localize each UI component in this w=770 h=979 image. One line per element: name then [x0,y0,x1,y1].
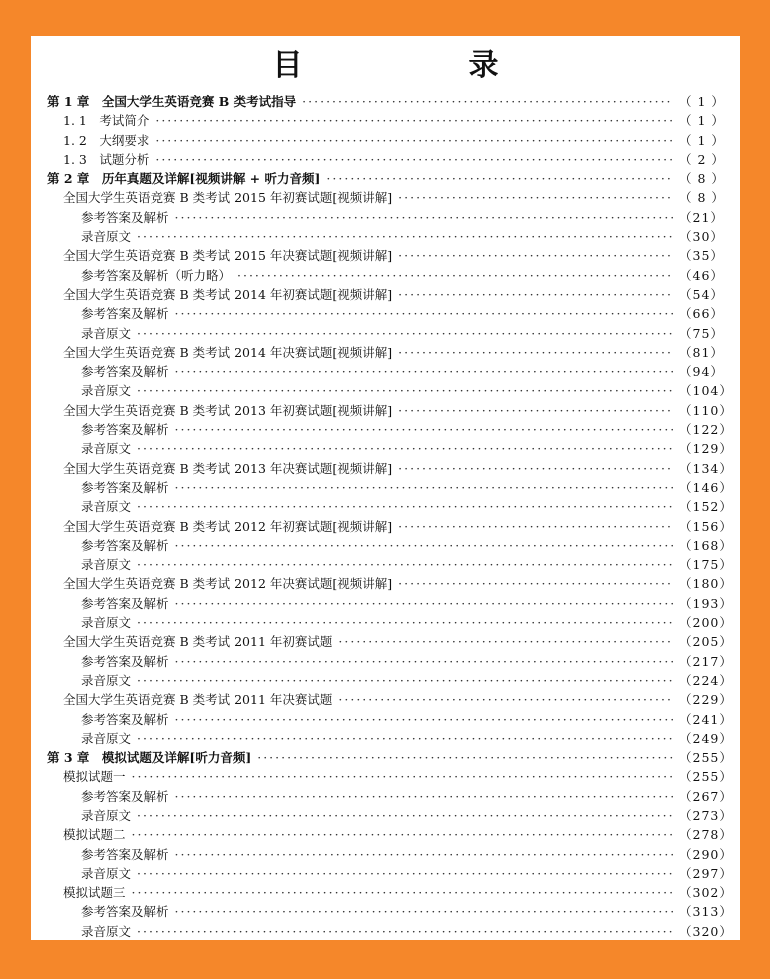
dot-leader [137,324,673,343]
dot-leader [175,652,673,671]
toc-entry-label: 全国大学生英语竞赛 B 类考试 2013 年决赛试题[视频讲解] [63,460,393,476]
toc-page-number: （134） [679,460,733,476]
dot-leader [398,188,673,207]
toc-entry-label: 全国大学生英语竞赛 B 类考试 2015 年决赛试题[视频讲解] [63,248,393,264]
toc-entry[interactable] [47,902,733,921]
toc-page-number: （46） [679,267,724,283]
toc-page-number: （278） [679,827,733,843]
dot-leader [137,381,673,400]
toc-entry[interactable] [47,845,733,864]
toc-chapter-entry[interactable] [47,169,723,188]
toc-entry-label: 第 1 章 全国大学生英语竞赛 B 类考试指导 [47,94,297,109]
toc-page-number: （200） [679,615,733,631]
dot-leader [175,362,673,381]
dot-leader [155,150,673,169]
toc-entry[interactable] [47,266,723,285]
toc-entry[interactable] [47,825,733,844]
toc-entry-label: 模拟试题三 [63,885,126,901]
dot-leader [398,517,673,536]
toc-page-number: （81） [679,344,724,360]
toc-entry-label: 录音原文 [81,923,132,939]
toc-entry[interactable] [47,517,733,536]
dot-leader [175,710,673,729]
toc-page-number: （152） [679,499,733,515]
toc-entry-label: 参考答案及解析 [81,364,169,380]
toc-page-number: （129） [679,441,733,457]
dot-leader [398,401,673,420]
dot-leader [137,555,673,574]
toc-entry-label: 录音原文 [81,383,132,399]
toc-page-number: （193） [679,595,733,611]
dot-leader [302,92,673,111]
toc-page-number: （290） [679,846,733,862]
toc-entry-label: 1. 2 大纲要求 [63,132,150,148]
dot-leader [137,806,673,825]
dot-leader [175,304,673,323]
toc-page-number: （255） [679,750,733,766]
toc-entry[interactable] [47,381,733,400]
dot-leader [257,748,673,767]
toc-entry[interactable] [47,613,733,632]
dot-leader [155,131,673,150]
toc-page-number: （146） [679,479,733,495]
toc-entry-label: 全国大学生英语竞赛 B 类考试 2012 年决赛试题[视频讲解] [63,576,393,592]
toc-entry-label: 参考答案及解析 [81,209,169,225]
toc-entry-label: 录音原文 [81,229,132,245]
toc-entry-label: 1. 1 考试简介 [63,113,150,129]
toc-entry[interactable] [47,864,733,883]
dot-leader [137,729,673,748]
toc-page-number: （110） [679,402,733,418]
toc-entry[interactable] [47,922,733,940]
dot-leader [137,613,673,632]
toc-page-number: （ 8 ） [679,171,725,187]
toc-entry-label: 录音原文 [81,672,132,688]
toc-entry-label: 参考答案及解析 [81,537,169,553]
table-of-contents [47,92,733,940]
dot-leader [175,787,673,806]
dot-leader [137,227,673,246]
toc-entry[interactable] [47,632,733,651]
dot-leader [137,922,673,940]
toc-page-number: （180） [679,576,733,592]
toc-page-number: （94） [679,364,724,380]
dot-leader [155,111,673,130]
toc-entry[interactable] [47,555,733,574]
toc-page-number: （205） [679,634,733,650]
toc-entry[interactable] [47,652,733,671]
toc-page-number: （104） [679,383,733,399]
toc-page-number: （ 2 ） [679,151,725,167]
toc-entry-label: 录音原文 [81,557,132,573]
toc-entry-label: 模拟试题一 [63,769,126,785]
toc-entry[interactable] [47,594,733,613]
toc-page-number: （175） [679,557,733,573]
toc-page-number: （302） [679,885,733,901]
toc-page-number: （66） [679,306,724,322]
dot-leader [175,845,673,864]
toc-entry[interactable] [47,439,733,458]
toc-entry[interactable] [47,246,723,265]
dot-leader [175,478,673,497]
toc-entry[interactable] [47,362,723,381]
toc-page-number: （168） [679,537,733,553]
toc-entry-label: 参考答案及解析（听力略） [81,267,232,283]
dot-leader [175,902,673,921]
toc-chapter-entry[interactable] [47,748,733,767]
toc-entry[interactable] [47,131,723,150]
toc-entry-label: 全国大学生英语竞赛 B 类考试 2014 年初赛试题[视频讲解] [63,286,393,302]
toc-entry-label: 录音原文 [81,730,132,746]
toc-entry[interactable] [47,787,733,806]
toc-entry-label: 全国大学生英语竞赛 B 类考试 2013 年初赛试题[视频讲解] [63,402,393,418]
toc-entry-label: 录音原文 [81,807,132,823]
toc-chapter-entry[interactable] [47,92,723,111]
toc-entry[interactable] [47,420,733,439]
dot-leader [398,459,673,478]
dot-leader [132,883,673,902]
toc-page-number: （224） [679,672,733,688]
dot-leader [237,266,673,285]
dot-leader [175,594,673,613]
toc-page-number: （229） [679,692,733,708]
dot-leader [137,497,673,516]
toc-entry[interactable] [47,729,733,748]
dot-leader [398,343,673,362]
toc-entry-label: 第 2 章 历年真题及详解[视频讲解 + 听力音频] [47,171,321,187]
dot-leader [137,864,673,883]
toc-page-number: （122） [679,422,733,438]
toc-entry[interactable] [47,497,733,516]
toc-entry-label: 全国大学生英语竞赛 B 类考试 2014 年决赛试题[视频讲解] [63,344,393,360]
toc-entry-label: 参考答案及解析 [81,788,169,804]
toc-entry-label: 参考答案及解析 [81,711,169,727]
toc-page-number: （313） [679,904,733,920]
toc-entry-label: 参考答案及解析 [81,846,169,862]
toc-entry[interactable] [47,883,733,902]
toc-page-number: （75） [679,325,724,341]
toc-entry[interactable] [47,536,733,555]
toc-entry[interactable] [47,208,723,227]
dot-leader [398,285,673,304]
toc-entry[interactable] [47,459,733,478]
dot-leader [398,574,673,593]
toc-entry-label: 录音原文 [81,499,132,515]
toc-entry-label: 全国大学生英语竞赛 B 类考试 2011 年初赛试题 [63,634,333,650]
dot-leader [175,536,673,555]
document-page [31,36,740,940]
dot-leader [338,632,673,651]
dot-leader [175,420,673,439]
toc-entry-label: 参考答案及解析 [81,595,169,611]
toc-entry-label: 参考答案及解析 [81,479,169,495]
toc-entry[interactable] [47,690,733,709]
toc-entry[interactable] [47,150,723,169]
toc-page-number: （320） [679,923,733,939]
toc-page-number: （297） [679,865,733,881]
dot-leader [175,208,673,227]
dot-leader [326,169,673,188]
toc-entry-label: 录音原文 [81,441,132,457]
toc-page-number: （273） [679,807,733,823]
toc-page-number: （21） [679,209,724,225]
toc-entry-label: 参考答案及解析 [81,422,169,438]
toc-entry[interactable] [47,767,733,786]
dot-leader [137,439,673,458]
toc-entry-label: 参考答案及解析 [81,653,169,669]
toc-entry[interactable] [47,324,723,343]
toc-page-number: （241） [679,711,733,727]
toc-entry[interactable] [47,401,733,420]
page-title: 目 录 [272,48,567,83]
toc-page-number: （ 1 ） [679,94,725,109]
toc-page-number: （30） [679,229,724,245]
dot-leader [132,767,673,786]
toc-entry[interactable] [47,227,723,246]
toc-entry-label: 参考答案及解析 [81,904,169,920]
toc-entry[interactable] [47,806,733,825]
toc-entry-label: 全国大学生英语竞赛 B 类考试 2011 年决赛试题 [63,692,333,708]
toc-entry-label: 参考答案及解析 [81,306,169,322]
toc-page-number: （ 1 ） [679,113,725,129]
toc-entry-label: 第 3 章 模拟试题及详解[听力音频] [47,750,252,766]
toc-entry[interactable] [47,111,723,130]
toc-entry[interactable] [47,285,723,304]
toc-entry[interactable] [47,671,733,690]
toc-entry-label: 录音原文 [81,615,132,631]
toc-page-number: （ 8 ） [679,190,725,206]
toc-entry[interactable] [47,343,723,362]
toc-entry[interactable] [47,574,733,593]
toc-entry-label: 全国大学生英语竞赛 B 类考试 2015 年初赛试题[视频讲解] [63,190,393,206]
toc-page-number: （156） [679,518,733,534]
toc-page-number: （249） [679,730,733,746]
dot-leader [338,690,673,709]
dot-leader [132,825,673,844]
toc-entry[interactable] [47,304,723,323]
dot-leader [398,246,673,265]
toc-entry[interactable] [47,188,723,207]
toc-page-number: （ 1 ） [679,132,725,148]
toc-page-number: （54） [679,286,724,302]
toc-entry-label: 1. 3 试题分析 [63,151,150,167]
toc-entry-label: 录音原文 [81,325,132,341]
toc-entry[interactable] [47,478,733,497]
toc-page-number: （35） [679,248,724,264]
toc-entry-label: 模拟试题二 [63,827,126,843]
toc-entry-label: 录音原文 [81,865,132,881]
dot-leader [137,671,673,690]
toc-entry[interactable] [47,710,733,729]
toc-page-number: （217） [679,653,733,669]
toc-page-number: （267） [679,788,733,804]
toc-entry-label: 全国大学生英语竞赛 B 类考试 2012 年初赛试题[视频讲解] [63,518,393,534]
toc-page-number: （255） [679,769,733,785]
